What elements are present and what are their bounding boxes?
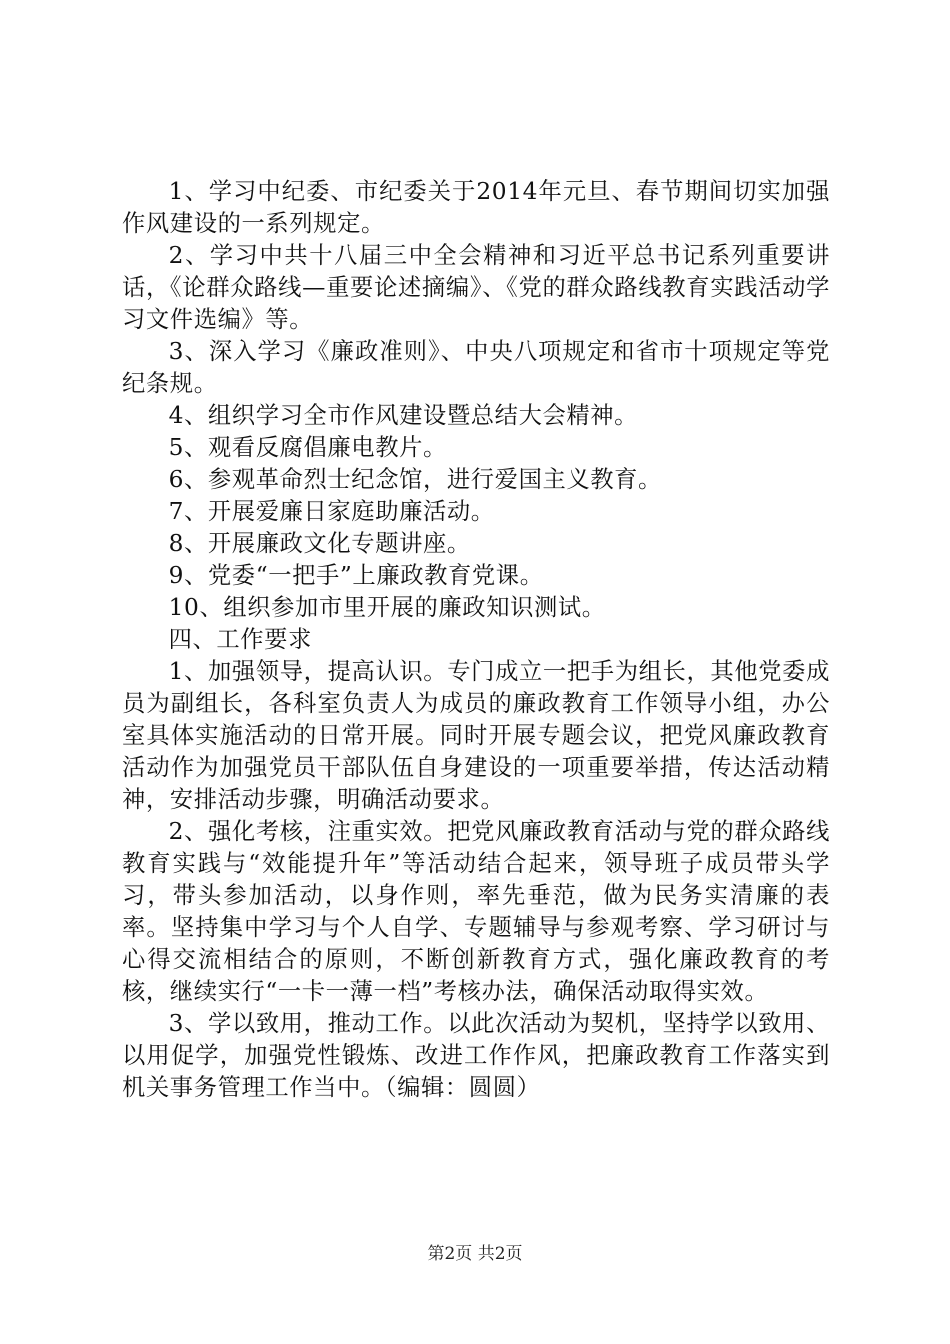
paragraph: 1、加强领导，提高认识。专门成立一把手为组长，其他党委成员为副组长，各科室负责人为成员的廉政教育工作领导小组，办公室具体实施活动的日常开展。同时开展专题会议，把党风廉政教育活动作为加强党员干部队伍自身建设的一项重要举措，传达活动精神，安排活动步骤，明确活动要求。 — [122, 658, 830, 813]
paragraph: 3、深入学习《廉政准则》、中央八项规定和省市十项规定等党纪条规。 — [122, 338, 830, 397]
paragraph: 10、组织参加市里开展的廉政知识测试。 — [168, 594, 606, 621]
section-heading: 四、工作要求 — [168, 626, 312, 653]
paragraph: 2、强化考核，注重实效。把党风廉政教育活动与党的群众路线教育实践与“效能提升年”等活动结合起来，领导班子成员带头学习，带头参加活动，以身作则，率先垂范，做为民务实清廉的表率。坚持集中学习与个人自学、专题辅导与参观考察、学习研讨与心得交流相结合的原则，不断创新教育方式，强化廉政教育的考核，继续实行“一卡一薄一档”考核办法，确保活动取得实效。 — [122, 818, 830, 1005]
page-number-footer: 第2页 共2页 — [427, 1244, 523, 1264]
paragraph: 5、观看反腐倡廉电教片。 — [168, 434, 447, 461]
paragraph: 6、参观革命烈士纪念馆，进行爱国主义教育。 — [168, 466, 662, 493]
paragraph: 2、学习中共十八届三中全会精神和习近平总书记系列重要讲话，《论群众路线—重要论述摘编》、《党的群众路线教育实践活动学习文件选编》等。 — [122, 242, 830, 333]
paragraph: 7、开展爱廉日家庭助廉活动。 — [168, 498, 495, 525]
paragraph: 4、组织学习全市作风建设暨总结大会精神。 — [168, 402, 639, 429]
paragraph: 9、党委“一把手”上廉政教育党课。 — [168, 562, 544, 589]
paragraph: 1、学习中纪委、市纪委关于2014年元旦、春节期间切实加强作风建设的一系列规定。 — [122, 178, 830, 237]
paragraph: 8、开展廉政文化专题讲座。 — [168, 530, 471, 557]
paragraph: 3、学以致用，推动工作。以此次活动为契机，坚持学以致用、以用促学，加强党性锻炼、改进工作作风，把廉政教育工作落实到机关事务管理工作当中。（编辑：圆圆） — [122, 1010, 830, 1101]
document-body — [122, 176, 830, 1104]
